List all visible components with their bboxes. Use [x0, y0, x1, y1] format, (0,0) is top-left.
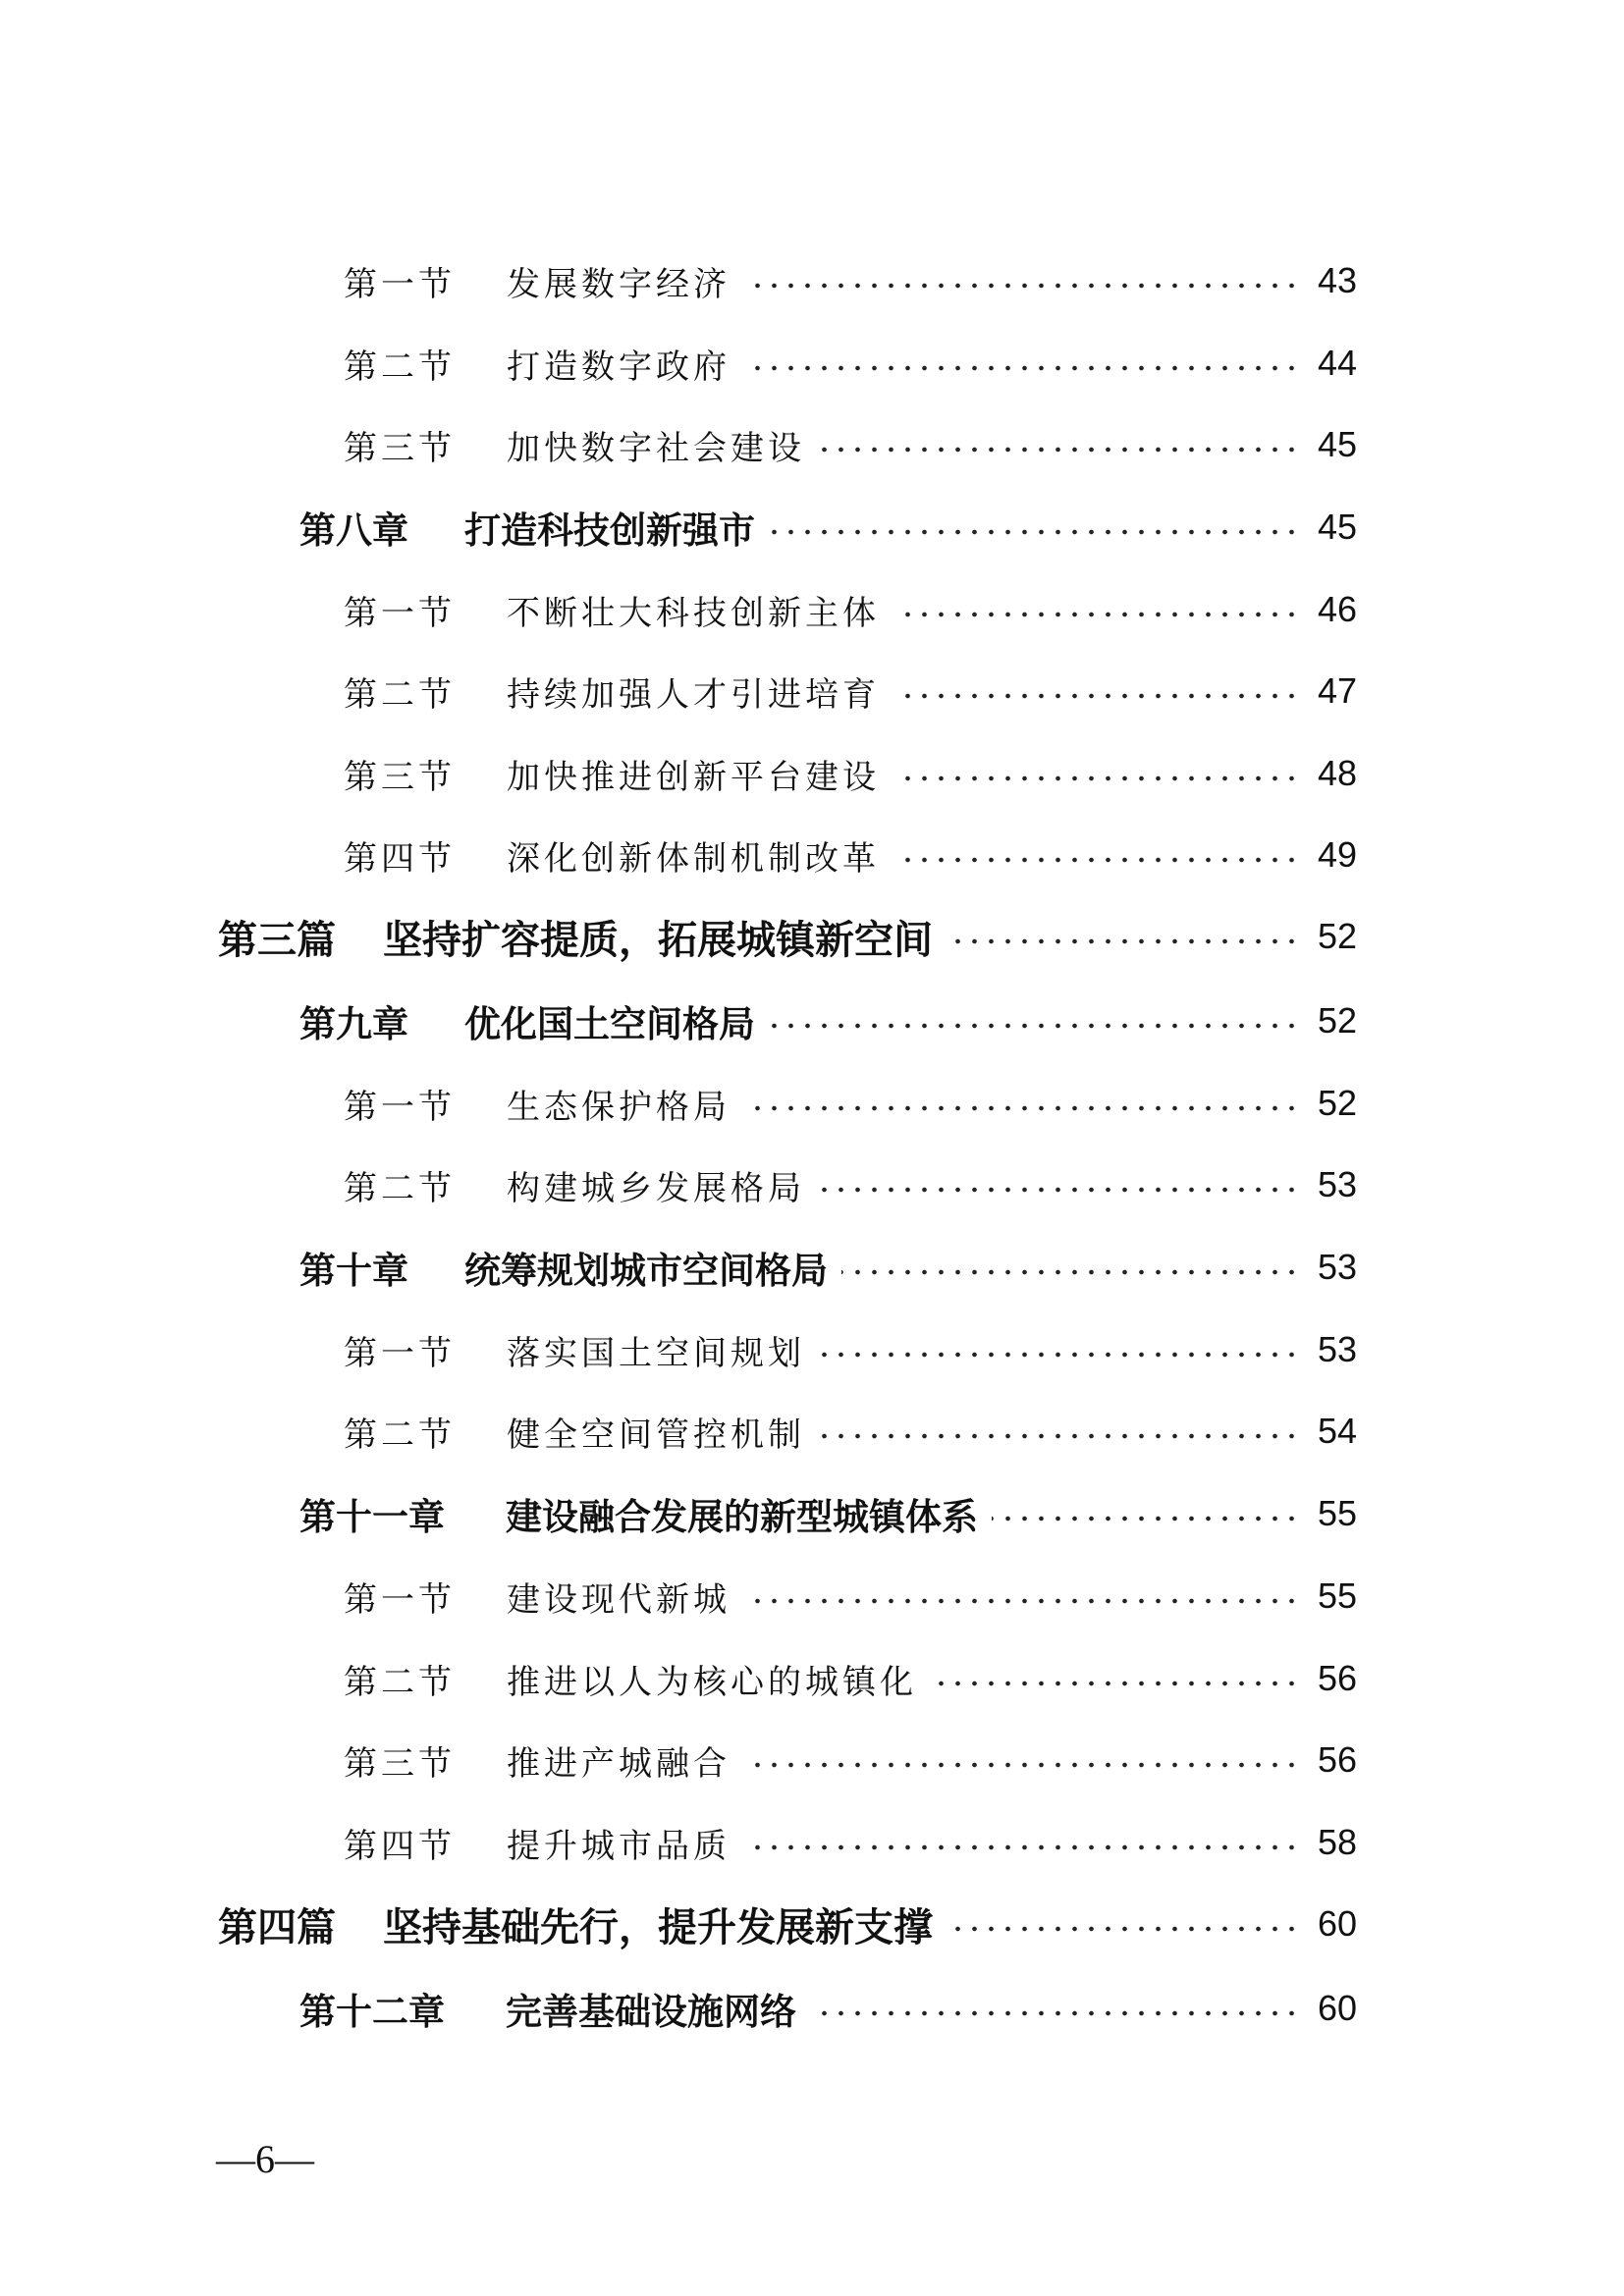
dot-leader — [947, 934, 1300, 949]
entry-number: 第九章 — [299, 1002, 408, 1045]
dot-leader — [841, 1264, 1300, 1280]
dot-leader — [931, 1676, 1300, 1691]
entry-number: 第十章 — [299, 1249, 408, 1292]
toc-entry-section[interactable] — [344, 329, 1357, 398]
entry-number: 第三篇 — [218, 916, 336, 963]
entry-page-number: 52 — [1317, 1000, 1357, 1041]
entry-title: 优化国土空间格局 — [464, 1002, 755, 1045]
entry-title: 加快推进创新平台建设 — [507, 757, 880, 797]
entry-page-number: 54 — [1317, 1411, 1357, 1451]
dot-leader — [893, 852, 1300, 868]
dot-leader — [810, 2005, 1300, 2021]
entry-number: 第一节 — [344, 1087, 456, 1127]
toc-entry-section[interactable] — [344, 1808, 1357, 1877]
toc-entry-section[interactable] — [344, 1726, 1357, 1794]
entry-number: 第四节 — [344, 1826, 456, 1866]
dot-leader — [744, 1840, 1300, 1855]
entry-page-number: 55 — [1317, 1575, 1357, 1616]
entry-number: 第一节 — [344, 264, 456, 304]
entry-title: 构建城乡发展格局 — [507, 1168, 805, 1208]
dot-leader — [744, 1757, 1300, 1773]
entry-page-number: 53 — [1317, 1329, 1357, 1369]
toc-entry-section[interactable] — [344, 246, 1357, 315]
dot-leader — [819, 1428, 1300, 1444]
entry-page-number: 46 — [1317, 589, 1357, 629]
entry-title: 推进产城融合 — [507, 1743, 731, 1784]
toc-entry-chapter[interactable] — [299, 1974, 1357, 2043]
toc-entry-section[interactable] — [344, 657, 1357, 725]
entry-number: 第四节 — [344, 838, 456, 879]
entry-number: 第二节 — [344, 347, 456, 387]
dot-leader — [769, 524, 1300, 540]
dot-leader — [947, 1921, 1300, 1937]
toc-entry-section[interactable] — [344, 1562, 1357, 1630]
toc-entry-section[interactable] — [344, 739, 1357, 808]
entry-title: 完善基础设施网络 — [506, 1990, 796, 2033]
entry-page-number: 55 — [1317, 1493, 1357, 1533]
entry-title: 落实国土空间规划 — [507, 1333, 805, 1373]
dot-leader — [744, 1100, 1300, 1116]
entry-page-number: 43 — [1317, 260, 1357, 300]
entry-number: 第一节 — [344, 593, 456, 633]
toc-entry-chapter[interactable] — [299, 987, 1357, 1055]
dot-leader — [769, 1018, 1300, 1034]
entry-page-number: 53 — [1317, 1164, 1357, 1204]
entry-title: 坚持扩容提质，拓展城镇新空间 — [383, 916, 933, 963]
entry-number: 第二节 — [344, 674, 456, 715]
entry-page-number: 52 — [1317, 916, 1357, 956]
entry-page-number: 44 — [1317, 343, 1357, 383]
entry-number: 第三节 — [344, 757, 456, 797]
dot-leader — [819, 1182, 1300, 1198]
entry-page-number: 56 — [1317, 1658, 1357, 1698]
toc-entry-section[interactable] — [344, 1315, 1357, 1384]
entry-title: 不断壮大科技创新主体 — [507, 593, 880, 633]
toc-entry-section[interactable] — [344, 575, 1357, 644]
entry-title: 提升城市品质 — [507, 1826, 731, 1866]
entry-number: 第一节 — [344, 1579, 456, 1620]
toc-entry-section[interactable] — [344, 410, 1357, 479]
entry-page-number: 60 — [1317, 1988, 1357, 2028]
toc-entry-section[interactable] — [344, 1644, 1357, 1713]
entry-page-number: 48 — [1317, 753, 1357, 793]
toc-entry-section[interactable] — [344, 1150, 1357, 1219]
entry-title: 建设融合发展的新型城镇体系 — [506, 1495, 978, 1538]
entry-title: 坚持基础先行，提升发展新支撑 — [383, 1903, 933, 1950]
entry-page-number: 49 — [1317, 834, 1357, 875]
entry-title: 发展数字经济 — [507, 264, 731, 304]
entry-number: 第一节 — [344, 1333, 456, 1373]
entry-page-number: 58 — [1317, 1822, 1357, 1862]
entry-title: 加快数字社会建设 — [507, 428, 805, 468]
dot-leader — [893, 688, 1300, 704]
dot-leader — [744, 1593, 1300, 1609]
toc-entry-part[interactable] — [218, 1890, 1357, 1958]
dot-leader — [744, 278, 1300, 294]
toc-entry-section[interactable] — [344, 1069, 1357, 1138]
entry-number: 第二节 — [344, 1168, 456, 1208]
entry-title: 建设现代新城 — [507, 1579, 731, 1620]
entry-page-number: 45 — [1317, 507, 1357, 547]
entry-number: 第十二章 — [299, 1990, 445, 2033]
dot-leader — [744, 360, 1300, 376]
dot-leader — [992, 1511, 1300, 1526]
entry-page-number: 47 — [1317, 670, 1357, 711]
entry-number: 第十一章 — [299, 1495, 445, 1538]
page-folio: —6— — [216, 2137, 314, 2181]
dot-leader — [819, 442, 1300, 457]
entry-number: 第四篇 — [218, 1903, 336, 1950]
entry-title: 打造数字政府 — [507, 347, 731, 387]
toc-entry-section[interactable] — [344, 1397, 1357, 1466]
toc-entry-section[interactable] — [344, 821, 1357, 889]
toc-entry-chapter[interactable] — [299, 1233, 1357, 1302]
dot-leader — [819, 1347, 1300, 1362]
toc-entry-chapter[interactable] — [299, 493, 1357, 561]
entry-number: 第八章 — [299, 508, 408, 552]
entry-page-number: 52 — [1317, 1083, 1357, 1123]
toc-entry-chapter[interactable] — [299, 1479, 1357, 1548]
entry-number: 第二节 — [344, 1415, 456, 1455]
entry-title: 推进以人为核心的城镇化 — [507, 1662, 917, 1702]
entry-page-number: 60 — [1317, 1903, 1357, 1944]
entry-number: 第二节 — [344, 1662, 456, 1702]
entry-title: 打造科技创新强市 — [464, 508, 755, 552]
entry-title: 健全空间管控机制 — [507, 1415, 805, 1455]
entry-page-number: 53 — [1317, 1247, 1357, 1287]
entry-number: 第三节 — [344, 428, 456, 468]
entry-title: 持续加强人才引进培育 — [507, 674, 880, 715]
dot-leader — [893, 607, 1300, 622]
entry-page-number: 56 — [1317, 1739, 1357, 1780]
entry-title: 统筹规划城市空间格局 — [464, 1249, 828, 1292]
toc-entry-part[interactable] — [218, 902, 1357, 971]
entry-title: 生态保护格局 — [507, 1087, 731, 1127]
dot-leader — [893, 771, 1300, 786]
entry-number: 第三节 — [344, 1743, 456, 1784]
entry-title: 深化创新体制机制改革 — [507, 838, 880, 879]
entry-page-number: 45 — [1317, 424, 1357, 464]
